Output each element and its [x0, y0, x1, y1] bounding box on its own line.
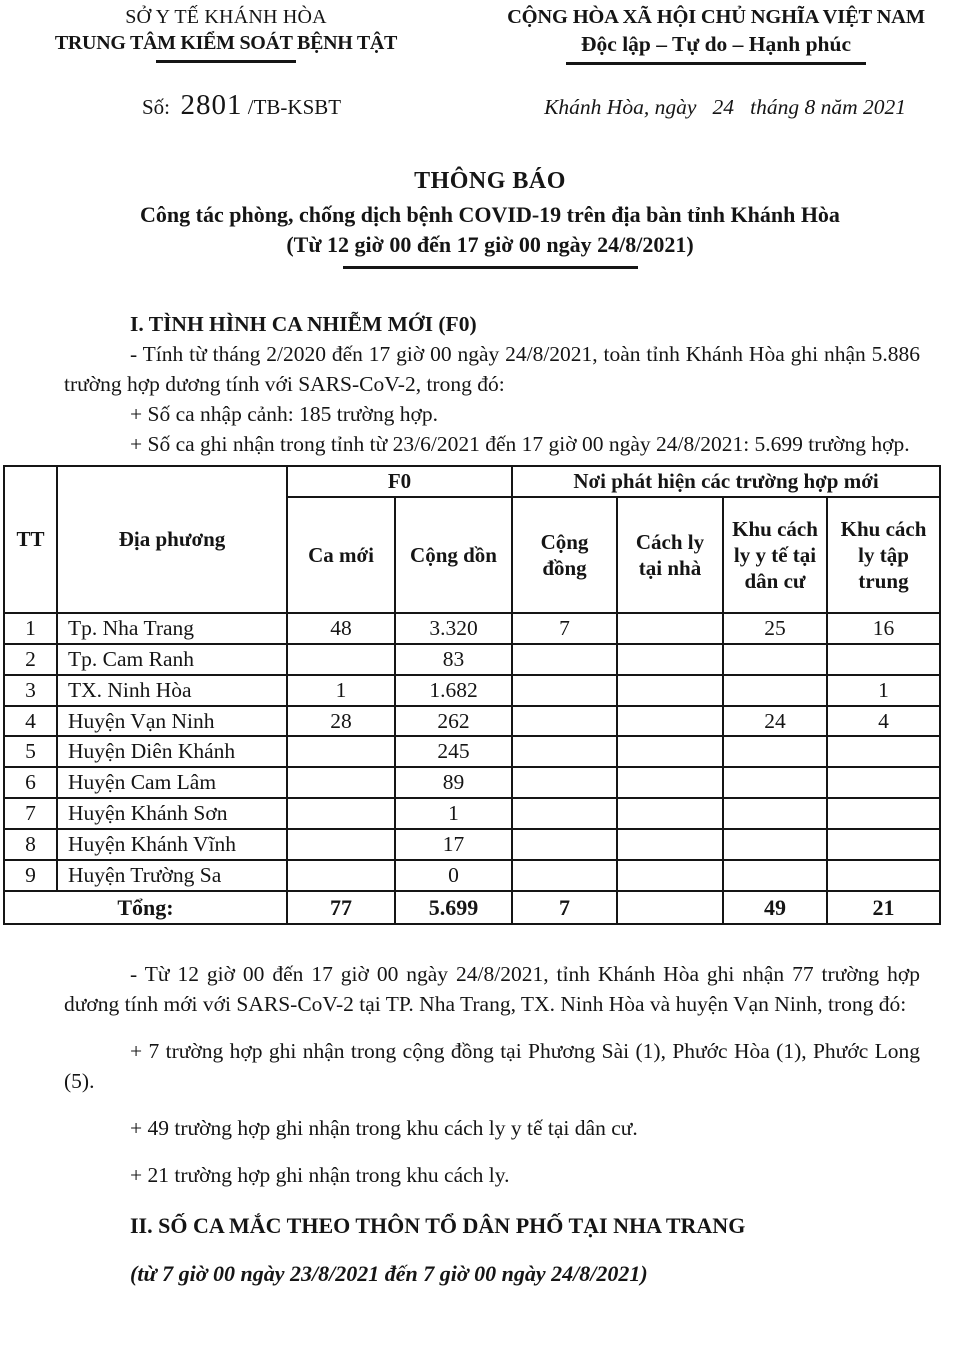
value-cell	[723, 644, 827, 675]
table-row	[4, 829, 940, 860]
value-cell	[512, 736, 617, 767]
table-row	[4, 860, 940, 891]
table-header-row-1	[4, 466, 940, 497]
col-header-tt: TT	[4, 466, 57, 613]
row-index-cell: 2	[4, 644, 57, 675]
section-1-paragraph: + Số ca ghi nhận trong tỉnh từ 23/6/2021 đến 17 giờ 00 ngày 24/8/2021: 5.699 trường hợp.	[130, 431, 910, 456]
value-cell: 1	[287, 675, 395, 706]
value-cell: 1	[395, 798, 512, 829]
value-cell	[617, 644, 723, 675]
col-header-medical-quarantine-area: Khu cách ly y tế tại dân cư	[723, 497, 827, 613]
number-prefix: Số:	[142, 94, 181, 119]
locality-cell: Huyện Trường Sa	[57, 860, 287, 891]
nation-motto: Độc lập – Tự do – Hạnh phúc	[581, 32, 851, 56]
section-2-subheading: (từ 7 giờ 00 ngày 23/8/2021 đến 7 giờ 00 ngày 24/8/2021)	[130, 1261, 648, 1287]
value-cell	[827, 860, 940, 891]
table-row	[4, 736, 940, 767]
nation-title: CỘNG HÒA XÃ HỘI CHỦ NGHĨA VIỆT NAM	[507, 6, 925, 28]
national-motto-block	[452, 6, 980, 65]
value-cell: 17	[395, 829, 512, 860]
value-cell	[287, 644, 395, 675]
value-cell: 25	[723, 613, 827, 644]
summary-paragraph: - Từ 12 giờ 00 đến 17 giờ 00 ngày 24/8/2021, tỉnh Khánh Hòa ghi nhận 77 trường hợp dương tính mới với SARS-CoV-2 tại TP. Nha Trang, TX. Ninh Hòa và huyện Vạn Ninh, trong đó:	[64, 961, 920, 1016]
value-cell	[617, 860, 723, 891]
row-index-cell: 1	[4, 613, 57, 644]
org-underline	[156, 60, 296, 63]
title-block	[0, 168, 980, 269]
value-cell: 16	[827, 613, 940, 644]
section-2	[0, 1211, 980, 1290]
value-cell	[617, 767, 723, 798]
value-cell	[512, 706, 617, 737]
table-row	[4, 675, 940, 706]
document-title: THÔNG BÁO	[414, 167, 566, 194]
value-cell	[827, 798, 940, 829]
value-cell	[827, 829, 940, 860]
locality-cell: Tp. Cam Ranh	[57, 644, 287, 675]
motto-underline	[566, 62, 866, 65]
row-index-cell: 7	[4, 798, 57, 829]
cases-by-locality-table	[3, 465, 941, 925]
locality-cell: Huyện Khánh Vĩnh	[57, 829, 287, 860]
table-row	[4, 767, 940, 798]
section-1	[0, 309, 980, 459]
value-cell: 1	[827, 675, 940, 706]
value-cell	[723, 675, 827, 706]
value-cell	[512, 860, 617, 891]
value-cell	[287, 767, 395, 798]
value-cell	[512, 798, 617, 829]
row-index-cell: 3	[4, 675, 57, 706]
value-cell: 28	[287, 706, 395, 737]
value-cell	[617, 706, 723, 737]
table-row	[4, 798, 940, 829]
title-underline	[343, 266, 638, 269]
col-header-new-cases: Ca mới	[287, 497, 395, 613]
value-cell: 0	[395, 860, 512, 891]
col-header-cumulative: Cộng dồn	[395, 497, 512, 613]
value-cell	[287, 829, 395, 860]
value-cell	[827, 736, 940, 767]
value-cell	[287, 860, 395, 891]
document-subtitle: Công tác phòng, chống dịch bệnh COVID-19 trên địa bàn tỉnh Khánh Hòa	[140, 201, 840, 227]
section-1-paragraph: + Số ca nhập cảnh: 185 trường hợp.	[130, 401, 439, 426]
value-cell: 4	[827, 706, 940, 737]
value-cell	[827, 644, 940, 675]
value-cell	[617, 736, 723, 767]
section-1-summary	[0, 959, 980, 1191]
number-value: 2801	[180, 88, 243, 121]
value-cell: 48	[287, 613, 395, 644]
value-cell	[723, 829, 827, 860]
section-2-heading: II. SỐ CA MẮC THEO THÔN TỔ DÂN PHỐ TẠI NHA TRANG	[130, 1213, 746, 1239]
locality-cell: Huyện Cam Lâm	[57, 767, 287, 798]
total-value-cell: 49	[723, 891, 827, 924]
locality-cell: Huyện Diên Khánh	[57, 736, 287, 767]
document-subtitle-time-range: (Từ 12 giờ 00 đến 17 giờ 00 ngày 24/8/2021)	[286, 231, 694, 257]
summary-paragraph: + 49 trường hợp ghi nhận trong khu cách ly y tế tại dân cư.	[130, 1116, 638, 1141]
section-1-paragraph: - Tính từ tháng 2/2020 đến 17 giờ 00 ngày 24/8/2021, toàn tỉnh Khánh Hòa ghi nhận 5.886 trường hợp dương tính với SARS-CoV-2, trong đó:	[64, 341, 920, 396]
summary-paragraph: + 7 trường hợp ghi nhận trong cộng đồng tại Phương Sài (1), Phước Hòa (1), Phước Long (5).	[64, 1039, 920, 1094]
value-cell	[617, 613, 723, 644]
number-suffix: /TB-KSBT	[242, 94, 342, 119]
document-number	[142, 89, 341, 122]
col-group-f0: F0	[287, 466, 512, 497]
value-cell	[287, 736, 395, 767]
value-cell: 3.320	[395, 613, 512, 644]
summary-paragraph: + 21 trường hợp ghi nhận trong khu cách ly.	[130, 1163, 510, 1188]
section-1-heading: I. TÌNH HÌNH CA NHIỄM MỚI (F0)	[130, 311, 477, 336]
row-index-cell: 8	[4, 829, 57, 860]
total-value-cell: 5.699	[395, 891, 512, 924]
total-value-cell: 77	[287, 891, 395, 924]
locality-cell: TX. Ninh Hòa	[57, 675, 287, 706]
total-label-cell: Tổng:	[4, 891, 287, 924]
value-cell	[512, 644, 617, 675]
table-body	[4, 613, 940, 891]
value-cell	[617, 829, 723, 860]
value-cell	[287, 798, 395, 829]
locality-cell: Huyện Khánh Sơn	[57, 798, 287, 829]
value-cell	[723, 798, 827, 829]
col-header-community: Cộng đồng	[512, 497, 617, 613]
col-header-centralized-quarantine: Khu cách ly tập trung	[827, 497, 940, 613]
value-cell	[723, 736, 827, 767]
value-cell: 1.682	[395, 675, 512, 706]
table-row	[4, 706, 940, 737]
col-header-locality: Địa phương	[57, 466, 287, 613]
value-cell	[723, 860, 827, 891]
total-value-cell: 7	[512, 891, 617, 924]
value-cell: 24	[723, 706, 827, 737]
value-cell: 245	[395, 736, 512, 767]
row-index-cell: 9	[4, 860, 57, 891]
value-cell	[723, 767, 827, 798]
org-parent-name: SỞ Y TẾ KHÁNH HÒA	[125, 6, 327, 28]
locality-cell: Tp. Nha Trang	[57, 613, 287, 644]
row-index-cell: 6	[4, 767, 57, 798]
value-cell	[827, 767, 940, 798]
table-row	[4, 613, 940, 644]
org-name: TRUNG TÂM KIỂM SOÁT BỆNH TẬT	[54, 32, 398, 54]
issuing-org-block	[0, 6, 452, 65]
number-date-row	[0, 89, 980, 122]
value-cell: 7	[512, 613, 617, 644]
col-group-detection-place: Nơi phát hiện các trường hợp mới	[512, 466, 940, 497]
value-cell	[512, 675, 617, 706]
value-cell	[617, 675, 723, 706]
value-cell: 83	[395, 644, 512, 675]
value-cell: 89	[395, 767, 512, 798]
value-cell	[512, 767, 617, 798]
row-index-cell: 4	[4, 706, 57, 737]
value-cell: 262	[395, 706, 512, 737]
table-header	[4, 466, 940, 613]
col-header-home-quarantine: Cách ly tại nhà	[617, 497, 723, 613]
value-cell	[512, 829, 617, 860]
place-date-line: Khánh Hòa, ngày 24 tháng 8 năm 2021	[544, 94, 906, 119]
total-value-cell: 21	[827, 891, 940, 924]
table-row	[4, 644, 940, 675]
locality-cell: Huyện Vạn Ninh	[57, 706, 287, 737]
document-header	[0, 0, 980, 65]
value-cell	[617, 798, 723, 829]
table-total-row	[4, 891, 940, 924]
row-index-cell: 5	[4, 736, 57, 767]
total-value-cell	[617, 891, 723, 924]
